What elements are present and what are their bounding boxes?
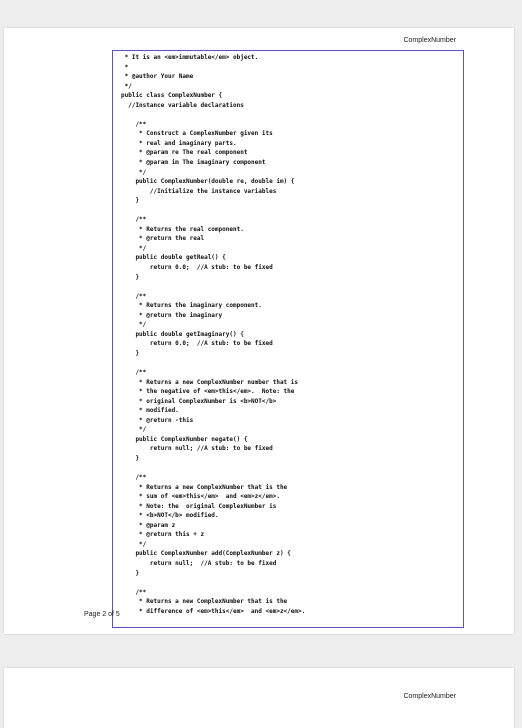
code-line: * Returns the imaginary component. [121,302,262,310]
code-line: */ [121,82,132,90]
code-line: * @param re The real component [121,149,248,157]
code-line: //Instance variable declarations [121,101,244,109]
code-line [121,578,459,588]
code-line: return 0.0; //A stub: to be fixed [121,340,273,348]
code-line: * @return the imaginary [121,311,223,319]
code-line [121,282,459,292]
code-line: */ [121,168,147,176]
code-listing-box [112,50,464,628]
code-line [121,464,459,474]
code-line: /** [121,120,147,128]
code-line: * real and imaginary parts. [121,139,237,147]
code-line: //Initialize the instance variables [121,187,277,195]
code-line: return null; //A stub: to be fixed [121,445,273,453]
code-line: /** [121,474,147,482]
code-line: * Returns a new ComplexNumber number that is [121,378,299,386]
code-line: * @return -this [121,416,194,424]
code-line: /** [121,216,147,224]
code-line: return 0.0; //A stub: to be fixed [121,264,273,272]
code-line: * Returns a new ComplexNumber that is the [121,483,288,491]
page-number: Page 2 of 5 [84,611,120,618]
code-line: * @param z [121,521,176,529]
code-line: } [121,454,140,462]
code-line: * Note: the original ComplexNumber is [121,502,277,510]
code-line: * <b>NOT</b> modified. [121,512,219,520]
next-document-page [4,668,514,728]
code-line: * Returns the real component. [121,225,244,233]
code-line: */ [121,321,147,329]
code-line: /** [121,292,147,300]
code-line: public ComplexNumber negate() { [121,435,248,443]
code-line: * Returns a new ComplexNumber that is the [121,598,288,606]
code-line: /** [121,369,147,377]
code-line: public class ComplexNumber { [121,92,223,100]
code-line [121,110,459,120]
document-page [4,28,514,634]
next-page-header: ComplexNumber [403,693,456,700]
code-line: * difference of <em>this</em> and <em>z</em>. [121,607,306,615]
code-line: * @param im The imaginary component [121,159,266,167]
code-line [121,359,459,369]
code-line: * @return the real [121,235,205,243]
code-line: * @return this + z [121,531,205,539]
code-line: public ComplexNumber(double re, double im) { [121,178,295,186]
code-line: * Construct a ComplexNumber given its [121,130,273,138]
code-line: * modified. [121,407,179,415]
code-line: public double getReal() { [121,254,226,262]
code-line: return null; //A stub: to be fixed [121,559,277,567]
code-line: } [121,197,140,205]
code-line: */ [121,244,147,252]
code-line: } [121,273,140,281]
code-line: /** [121,588,147,596]
code-line: * the negative of <em>this</em>. Note: the [121,388,295,396]
code-line: */ [121,426,147,434]
code-line: public ComplexNumber add(ComplexNumber z) { [121,550,291,558]
code-line: * It is an <em>immutable</em> object. [121,54,259,61]
page-header: ComplexNumber [403,37,456,44]
code-line: * sum of <em>this</em> and <em>z</em>. [121,493,280,501]
code-line: } [121,349,140,357]
code-line: * @author Your Name [121,73,194,81]
code-lines [121,53,459,616]
code-line: * [121,63,129,71]
code-line: } [121,569,140,577]
code-line: */ [121,540,147,548]
code-line [121,206,459,216]
code-line: * original ComplexNumber is <b>NOT</b> [121,397,277,405]
code-line: public double getImaginary() { [121,330,244,338]
